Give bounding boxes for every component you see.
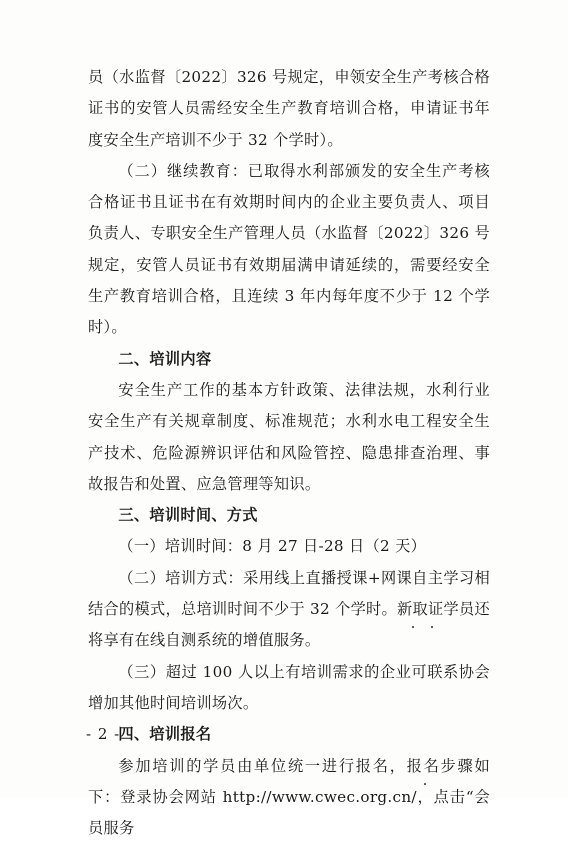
paragraph-registration: 参加培训的学员由单位统一进行报名，报名步骤如下：登录协会网站 http://www.cwec.org.cn/，点击“会员服务 (88, 756, 490, 838)
paragraph-training-method: （二）培训方式：采用线上直播授课+网课自主学习相结合的模式，总培训时间不少于 32 个学时。新取证学员还将享有在线自测系统的增值服务。 (88, 568, 490, 650)
paragraph-training-time: （一）培训时间：8 月 27 日-28 日（2 天） (118, 537, 427, 556)
page-number: - 2 - (86, 725, 121, 743)
section-heading-time-method: 三、培训时间、方式 (118, 506, 258, 525)
scan-speck (431, 626, 433, 628)
section-heading-registration: 四、培训报名 (118, 725, 212, 744)
scan-speck (412, 626, 414, 628)
paragraph-continuation: 员（水监督〔2022〕326 号规定，申领安全生产考核合格证书的安管人员需经安全生产教育培训合格，申请证书年度安全生产培训不少于 32 个学时）。 (88, 68, 490, 149)
paragraph-continuing-education: （二）继续教育：已取得水利部颁发的安全生产考核合格证书且证书在有效期时间内的企业主要负责人、项目负责人、专职安全生产管理人员（水监督〔2022〕326 号规定，安管人员证书有效期届满申请延续的，需要经安全生产教育培训合格，且连续 3 年内每年度不少于 12 个学时）。 (88, 161, 490, 337)
section-heading-training-content: 二、培训内容 (118, 349, 212, 368)
document-body (88, 62, 490, 844)
paragraph-training-content: 安全生产工作的基本方针政策、法律法规，水利行业安全生产有关规章制度、标准规范；水利水电工程安全生产技术、危险源辨识评估和风险管控、隐患排查治理、事故报告和处置、应急管理等知识。 (88, 380, 490, 493)
paragraph-extra-sessions: （三）超过 100 人以上有培训需求的企业可联系协会增加其他时间培训场次。 (88, 662, 490, 712)
scan-speck (424, 783, 426, 785)
